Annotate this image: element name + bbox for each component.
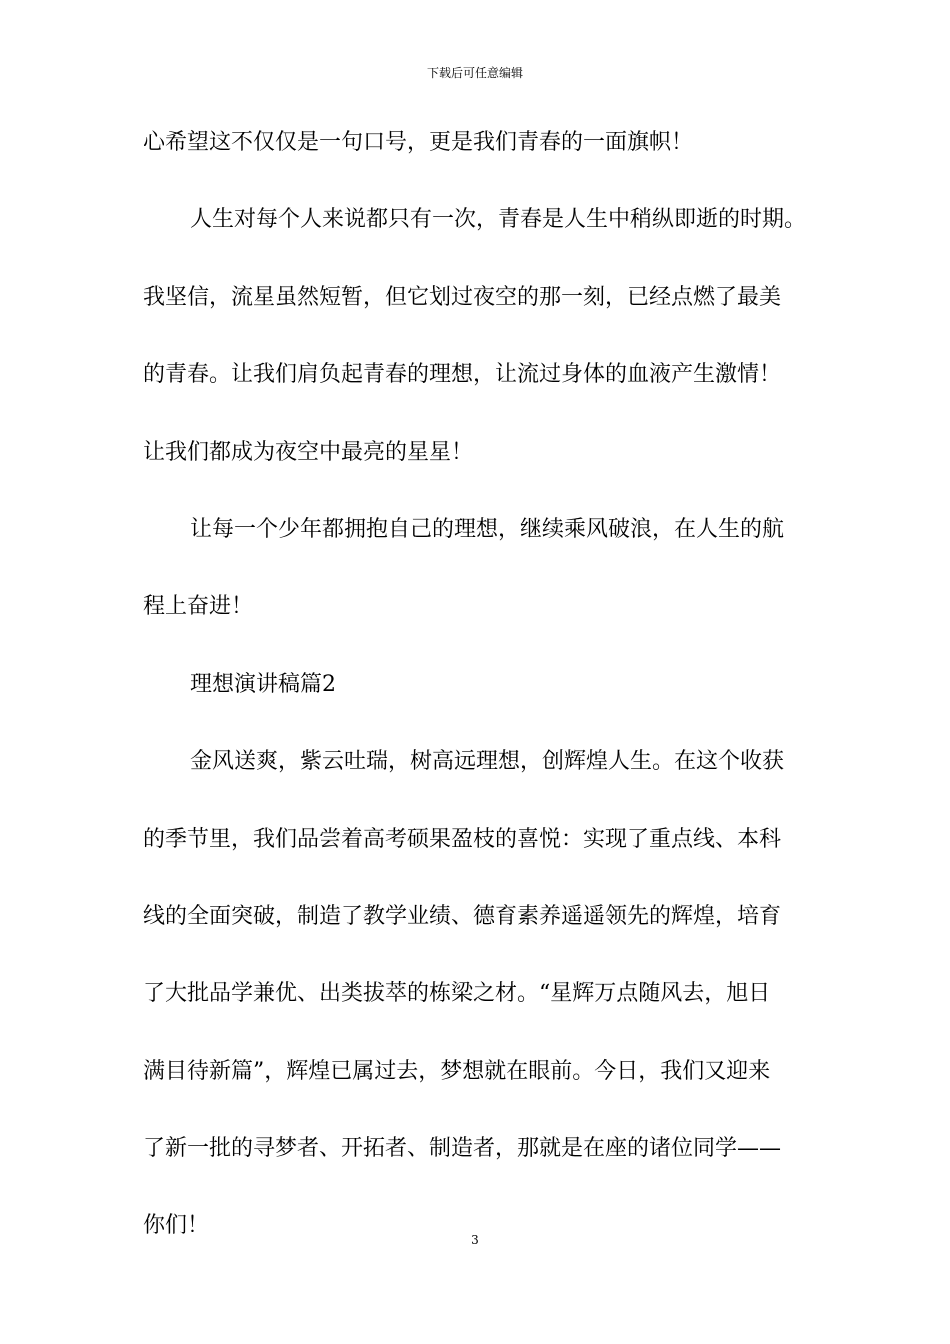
text-line: 了新一批的寻梦者、开拓者、制造者，那就是在座的诸位同学—— xyxy=(143,1136,782,1162)
text-line: 让我们都成为夜空中最亮的星星！ xyxy=(143,439,474,465)
text-line: 你们！ xyxy=(143,1213,210,1239)
text-line: 了大批品学兼优、出类拔萃的栋梁之材。“星辉万点随风去，旭日 xyxy=(143,981,771,1007)
page-number: 3 xyxy=(471,1233,479,1247)
header-note: 下载后可任意编辑 xyxy=(426,66,523,80)
text-line: 程上奋进！ xyxy=(143,594,254,620)
text-line: 我坚信，流星虽然短暂，但它划过夜空的那一刻，已经点燃了最美 xyxy=(143,284,782,310)
paragraph-start-line: 让每一个少年都拥抱自己的理想，继续乘风破浪，在人生的航 xyxy=(190,516,785,542)
document-body xyxy=(143,130,813,1291)
text-line: 的青春。让我们肩负起青春的理想，让流过身体的血液产生激情！ xyxy=(143,362,782,388)
paragraph-start-line: 金风送爽，紫云吐瑞，树高远理想，创辉煌人生。在这个收获 xyxy=(190,749,785,775)
text-line: 线的全面突破，制造了教学业绩、德育素养遥遥领先的辉煌，培育 xyxy=(143,903,782,929)
text-line: 心希望这不仅仅是一句口号，更是我们青春的一面旗帜！ xyxy=(143,130,694,155)
text-line: 满目待新篇”，辉煌已属过去，梦想就在眼前。今日，我们又迎来 xyxy=(143,1058,771,1084)
section-heading: 理想演讲稿篇2 xyxy=(190,671,336,697)
paragraph-start-line: 人生对每个人来说都只有一次，青春是人生中稍纵即逝的时期。 xyxy=(190,207,807,233)
text-line: 的季节里，我们品尝着高考硕果盈枝的喜悦：实现了重点线、本科 xyxy=(143,826,782,852)
